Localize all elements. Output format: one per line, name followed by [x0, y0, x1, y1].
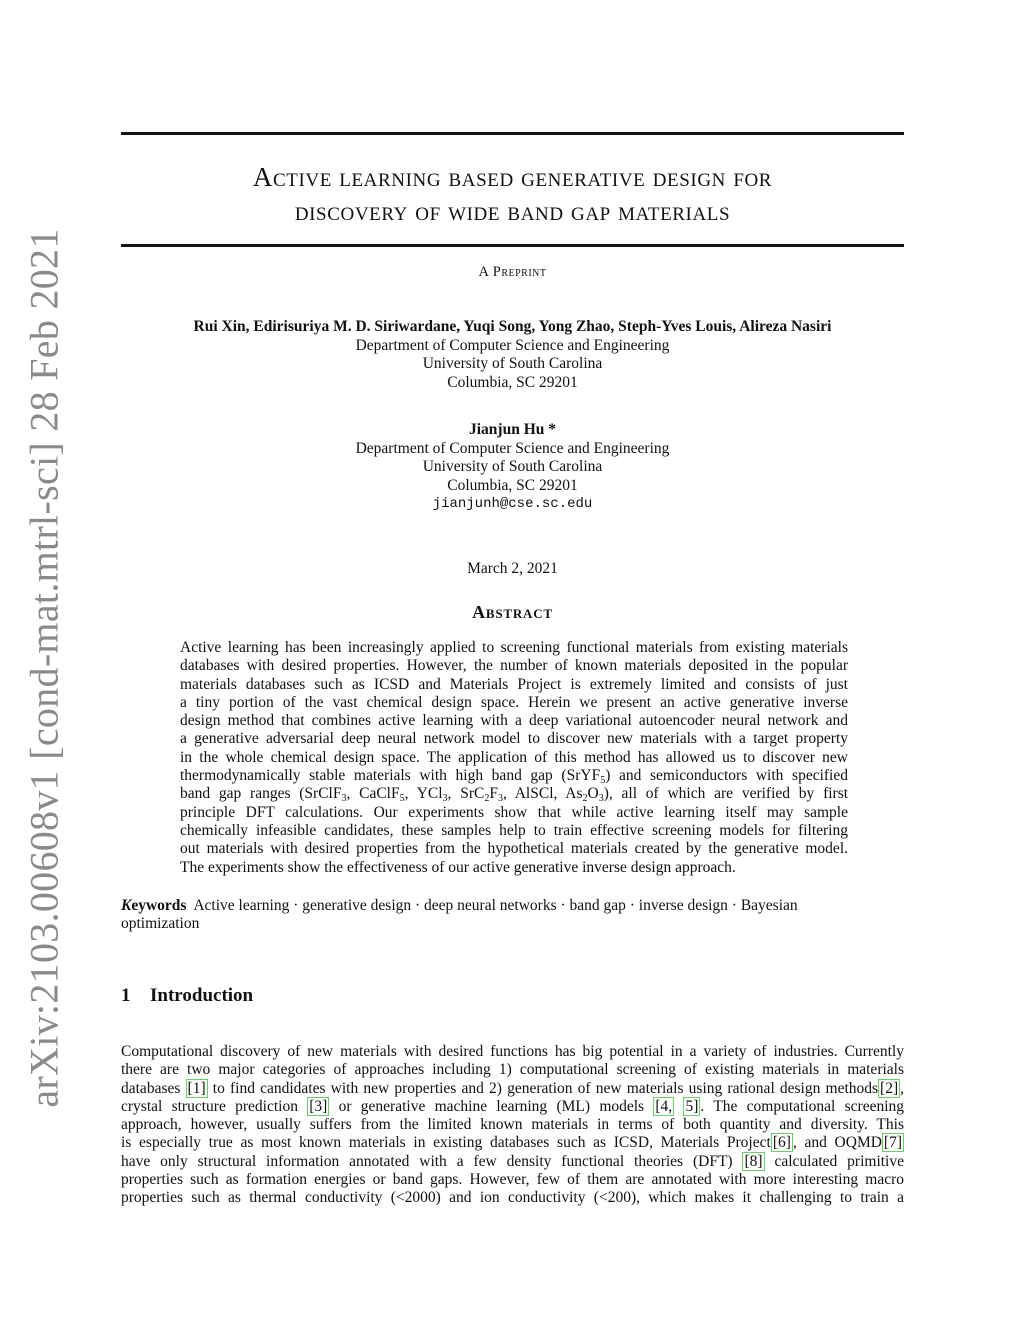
section-heading-introduction: [121, 985, 253, 1007]
citation-link[interactable]: 5]: [685, 1097, 699, 1115]
affiliation-university-1: University of South Carolina: [422, 355, 603, 372]
abstract-line: in the whole chemical design space. The application of this method has allowed us to discover new: [180, 748, 848, 766]
abstract-heading: Abstract: [472, 602, 553, 622]
title-line-1: Active learning based generative design for: [252, 162, 773, 192]
abstract-line: out materials with desired properties from the hypothetical materials created by the generative model.: [180, 840, 848, 858]
author-names-1: Rui Xin, Edirisuriya M. D. Siriwardane, Yuqi Song, Yong Zhao, Steph-Yves Louis, Alireza Nasiri: [193, 318, 832, 335]
paper-title: [121, 160, 904, 228]
intro-line: Computational discovery of new materials with desired functions has big potential in a variety of industries. Currently: [121, 1043, 904, 1060]
abstract-line: a tiny portion of the vast chemical design space. Herein we present an active generative inverse: [180, 693, 848, 711]
citation-link[interactable]: [3]: [309, 1097, 328, 1115]
affiliation-department-2: Department of Computer Science and Engineering: [355, 439, 670, 457]
abstract-body: [180, 639, 848, 877]
section-title: Introduction: [150, 985, 254, 1006]
citation-link[interactable]: [8]: [744, 1152, 763, 1170]
affiliation-department-1: Department of Computer Science and Engineering: [355, 336, 670, 354]
introduction-body: [121, 1043, 904, 1208]
citation-link[interactable]: [6]: [772, 1134, 791, 1152]
abstract-line: band gap ranges (SrClF$_3$, CaClF$_5$, YCl$_3$, $SrC_2F_3$, AlSCl, $As_2O_3$), all of which are verified by first: [180, 785, 849, 805]
title-line-2: discovery of wide band gap materials: [294, 196, 731, 226]
intro-line: have only structural information annotated with a few density functional theories (DFT) [8] calculated primitive: [121, 1152, 904, 1170]
arxiv-identifier: arXiv:2103.00608v1 [cond-mat.mtrl-sci] 28 Feb 2021: [21, 228, 67, 1108]
title-top-rule: [121, 132, 904, 135]
author-names-2: Jianjun Hu *: [468, 421, 556, 438]
intro-line: there are two major categories of approaches including 1) computational screening of existing materials in materials: [121, 1061, 904, 1079]
citation-link[interactable]: [7]: [883, 1134, 902, 1152]
intro-line: is especially true as most known materials in existing databases such as ICSD, Materials Project [6] , and OQMD [7]: [121, 1134, 902, 1152]
abstract-line: The experiments show the effectiveness of our active generative inverse design approach.: [180, 858, 736, 876]
abstract-line: chemically infeasible candidates, these samples help to train effective screening models for filtering: [180, 821, 848, 839]
author-block-2: [121, 421, 904, 514]
preprint-label: A Preprint: [478, 264, 547, 280]
author-block-1: [121, 318, 904, 392]
citation-link[interactable]: [4,: [655, 1097, 673, 1115]
abstract-line: thermodynamically stable materials with high band gap (SrYF$_5$) and semiconductors with specified: [180, 767, 848, 787]
keywords-list-continued: optimization: [121, 915, 200, 933]
abstract-line: databases with desired properties. However, the number of known materials deposited in the popular: [180, 657, 848, 675]
affiliation-university-2: University of South Carolina: [422, 458, 603, 475]
affiliation-city-1: Columbia, SC 29201: [447, 373, 578, 391]
section-number: 1: [121, 985, 131, 1006]
citation-link[interactable]: [1]: [187, 1079, 206, 1097]
abstract-line: materials databases such as ICSD and Materials Project is extremely limited and consists of just: [180, 675, 848, 693]
author-email[interactable]: jianjunh@cse.sc.edu: [432, 496, 593, 512]
intro-line: databases [1] to find candidates with new properties and 2) generation of new materials using rational design methods [2] ,: [121, 1079, 904, 1097]
abstract-line: design method that combines active learning with a deep variational autoencoder neural network and: [180, 712, 848, 730]
title-bottom-rule: [121, 244, 904, 247]
affiliation-city-2: Columbia, SC 29201: [447, 476, 578, 494]
abstract-line: a generative adversarial deep neural network model to discover new materials with a target property: [180, 730, 848, 748]
abstract-line: principle DFT calculations. Our experiments show that while active learning itself may sample: [180, 803, 848, 821]
keywords-list: Active learning · generative design · deep neural networks · band gap · inverse design · Bayesian: [193, 897, 798, 914]
keywords-label: Keywords: [121, 897, 187, 914]
intro-line: crystal structure prediction [3] or generative machine learning (ML) models [4, 5] . The computational screening: [121, 1097, 905, 1115]
citation-link[interactable]: [2]: [880, 1079, 899, 1097]
intro-line: properties such as thermal conductivity (<2000) and ion conductivity (<200), which makes it challenging to train a: [121, 1189, 904, 1207]
keywords: [121, 897, 904, 934]
intro-line: approach, however, usually suffers from the limited known materials in terms of both quantity and diversity. This: [121, 1116, 904, 1134]
intro-line: properties such as formation energies or band gaps. However, few of them are annotated with more interesting macro: [121, 1171, 904, 1189]
abstract-line: Active learning has been increasingly applied to screening functional materials from existing materials: [180, 639, 848, 656]
publication-date: March 2, 2021: [467, 560, 558, 577]
